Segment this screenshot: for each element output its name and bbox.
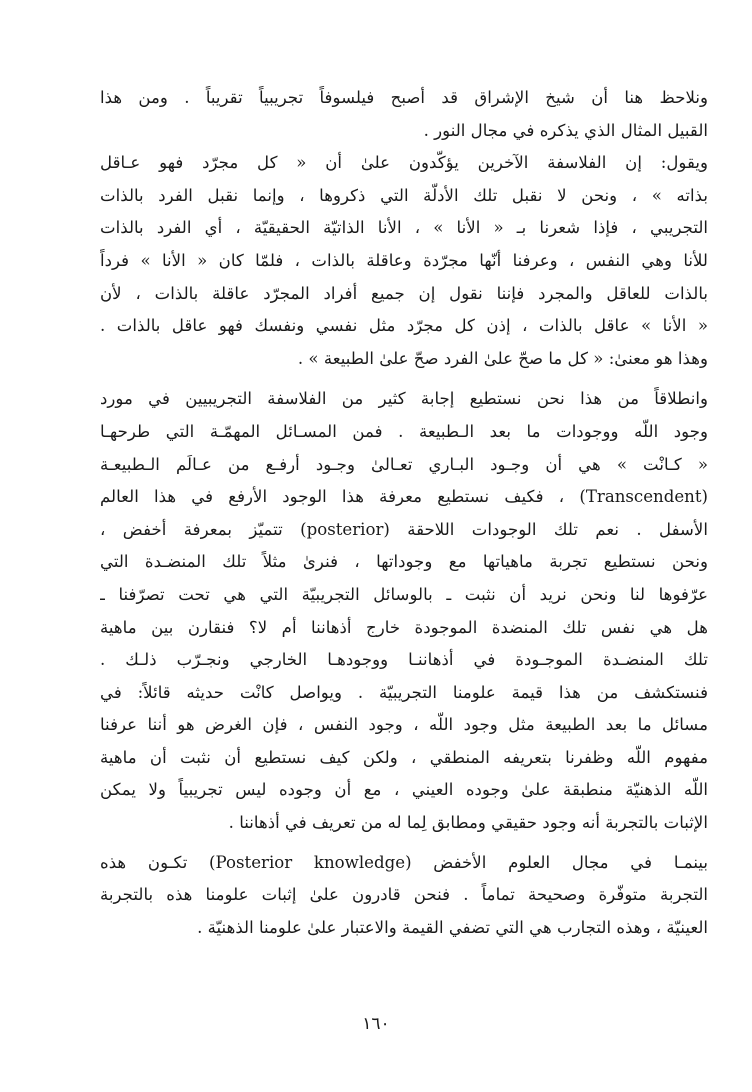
text-line: ونلاحظ هنا أن شيخ الإشراق قد أصبح فيلسوفاً تجريبياً تقريباً . ومن هذا [100, 88, 708, 107]
text-line: ويقول: إن الفلاسفة الآخرين يؤكّدون علىٰ أن « كل مجرّد فهو عـاقل [100, 153, 708, 173]
text-line: الإثبات بالتجربة أنه وجود حقيقي ومطابق لِما له من تعريف في أذهاننا . [228, 813, 708, 833]
text-line: عرّفوها لنا ونحن نريد أن نثبت ـ بالوسائل التجريبيّة التي هي تحت تصرّفنا ـ [100, 584, 708, 604]
text-line: « الأنا » عاقل بالذات ، إذن كل مجرّد مثل نفسي ونفسك فهو عاقل بالذات . [100, 316, 708, 336]
text-line: التجريبي ، فإذا شعرنا بـ « الأنا » ، الأنا الذاتيّة الحقيقيّة ، أي الفرد بالذات [100, 218, 708, 238]
paragraph-4 [100, 847, 708, 945]
text-line: للأنا وهي النفس ، وعرفنا أنّها مجرّدة وعاقلة بالذات ، فلمّا كان « الأنا » فرداً [100, 250, 708, 270]
text-line: تلك المنضـدة الموجـودة في أذهاننـا ووجودهـا الخارجي ونجـرّب ذلـك . [100, 650, 708, 670]
text-line: اللّه الذهنيّة منطبقة علىٰ وجوده العيني ، مع أن وجوده ليس تجريبياً ولا يمكن [100, 780, 708, 800]
text-line: القبيل المثال الذي يذكره في مجال النور . [423, 120, 708, 140]
text-line: بذاته » ، ونحن لا نقبل تلك الأدلّة التي ذكروها ، وإنما نقبل الفرد بالذات [100, 185, 708, 205]
paragraph-2 [100, 147, 708, 375]
text-line: (Transcendent) ، فكيف نستطيع معرفة هذا الوجود الأرفع في هذا العالم [100, 487, 708, 507]
text-line: مفهوم اللّه وظفرنا بتعريفه المنطقي ، ولكن كيف نستطيع أن نثبت أن ماهية [100, 747, 708, 767]
text-line: فنستكشف من هذا قيمة علومنا التجريبيّة . ويواصل كانْت حديثه قائلاً: في [100, 682, 708, 702]
paragraph-3 [100, 383, 708, 839]
text-line: وجود اللّه ووجودات ما بعد الـطبيعة . فمن المسـائل المهمّـة التي طرحهـا [100, 421, 708, 441]
text-line: العينيّة ، وهذه التجارب هي التي تضفي القيمة والاعتبار علىٰ علومنا الذهنيّة . [197, 917, 708, 937]
paragraph-1 [100, 82, 708, 147]
text-line: الأسفل . نعم تلك الوجودات اللاحقة (posterior) تتميّز بمعرفة أخفض ، [100, 519, 708, 539]
page-body [100, 82, 708, 944]
text-line: وهذا هو معنىٰ: « كل ما صحّ علىٰ الفرد صحّ علىٰ الطبيعة » . [297, 348, 708, 368]
text-line: مسائل ما بعد الطبيعة مثل وجود اللّه ، وجود النفس ، فإن الغرض هو أننا عرفنا [100, 715, 708, 735]
text-line: ونحن نستطيع تجربة ماهياتها مع وجوداتها ، فنرىٰ مثلاً تلك المنضـدة التي [100, 552, 708, 572]
text-line: وانطلاقاً من هذا نحن نستطيع إجابة كثير من الفلاسفة التجريبيين في مورد [100, 389, 708, 409]
text-line: التجربة متوفّرة وصحيحة تماماً . فنحن قادرون علىٰ إثبات علومنا هذه بالتجربة [100, 885, 708, 905]
text-line: بينمـا في مجال العلوم الأخفض (Posterior knowledge) تكـون هذه [100, 852, 708, 872]
text-line: هل هي نفس تلك المنضدة الموجودة خارج أذهاننا أم لا؟ فنقارن بين ماهية [100, 617, 708, 637]
page-number: ١٦٠ [362, 1014, 390, 1034]
text-line: « كـانْت » هي أن وجـود البـاري تعـالىٰ وجـود أرفـع من عـالَم الـطبيعـة [100, 454, 708, 474]
text-line: بالذات للعاقل والمجرد فإننا نقول إن جميع أفراد المجرّد عاقلة بالذات ، لأن [100, 283, 708, 303]
